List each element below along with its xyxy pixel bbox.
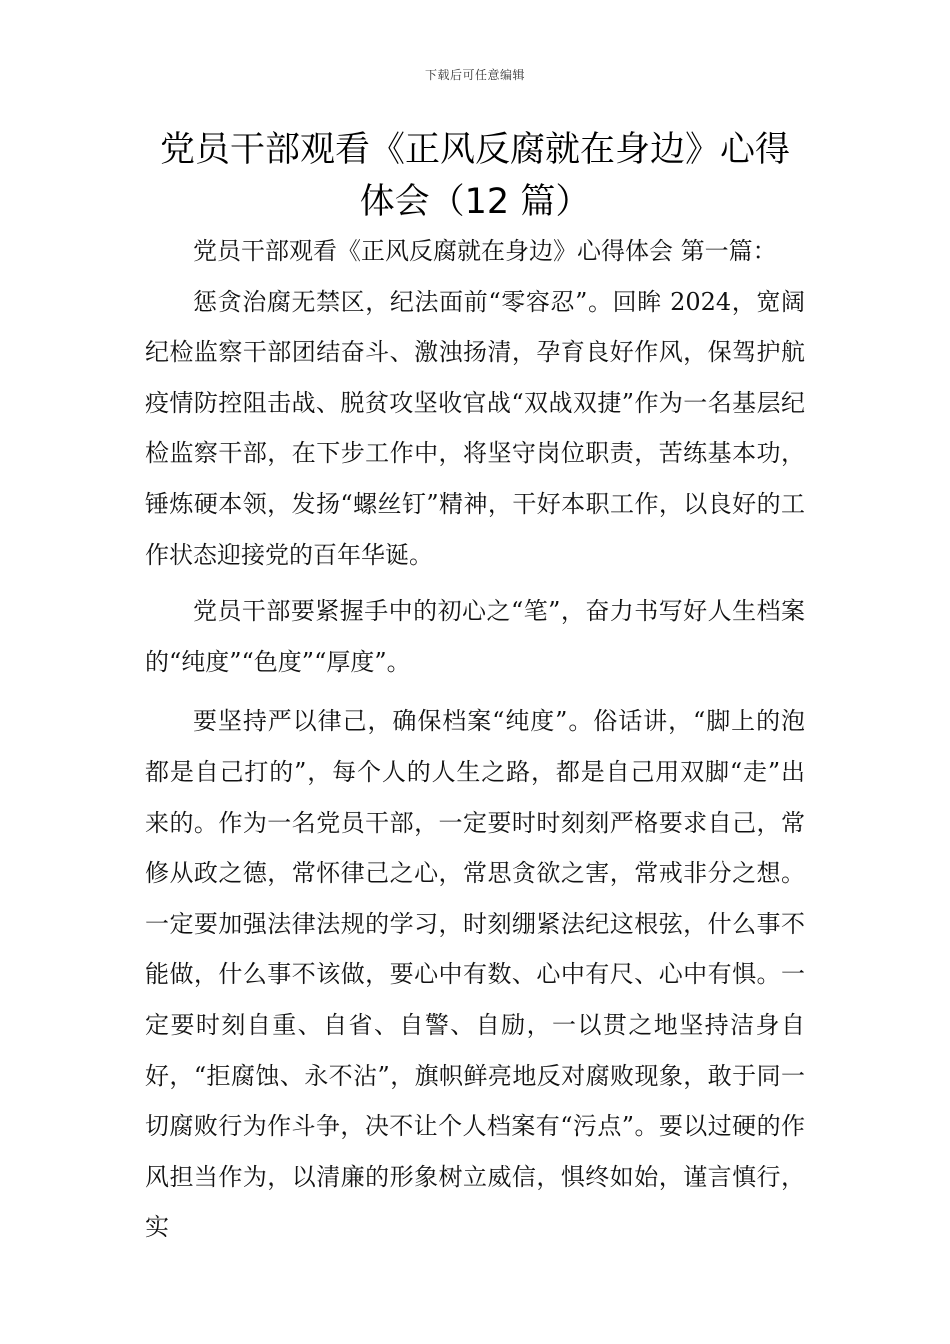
paragraph-3: 要坚持严以律己，确保档案“纯度”。俗话讲，“脚上的泡都是自己打的”，每个人的人生之路，都是自己用双脚“走”出来的。作为一名党员干部，一定要时时刻刻严格要求自己，常修从政之德，常怀律己之心，常思贪欲之害，常戒非分之想。一定要加强法律法规的学习，时刻绷紧法纪这根弦，什么事不能做，什么事不该做，要心中有数、心中有尺、心中有惧。一定要时刻自重、自省、自警、自励，一以贯之地坚持洁身自好，“拒腐蚀、永不沾”，旗帜鲜亮地反对腐败现象，敢于同一切腐败行为作斗争，决不让个人档案有“污点”。要以过硬的作风担当作为，以清廉的形象树立威信，惧终如始，谨言慎行，实 [145, 707, 805, 1242]
paragraph-2: 党员干部要紧握手中的初心之“笔”，奋力书写好人生档案的“纯度”“色度”“厚度”。 [145, 597, 805, 676]
document-title: 党员干部观看《正风反腐就在身边》心得体会（12 篇） [159, 130, 790, 222]
paragraph-section-heading: 党员干部观看《正风反腐就在身边》心得体会 第一篇： [193, 237, 777, 265]
document-body [145, 226, 805, 1253]
paragraph-1: 惩贪治腐无禁区，纪法面前“零容忍”。回眸 2024，宽阔纪检监察干部团结奋斗、激浊扬清，孕育良好作风，保驾护航疫情防控阻击战、脱贫攻坚收官战“双战双捷”作为一名基层纪检监察干部，在下步工作中，将坚守岗位职责，苦练基本功，锤炼硬本领，发扬“螺丝钉”精神，干好本职工作，以良好的工作状态迎接党的百年华诞。 [145, 287, 805, 569]
header-note: 下载后可任意编辑 [424, 68, 525, 82]
